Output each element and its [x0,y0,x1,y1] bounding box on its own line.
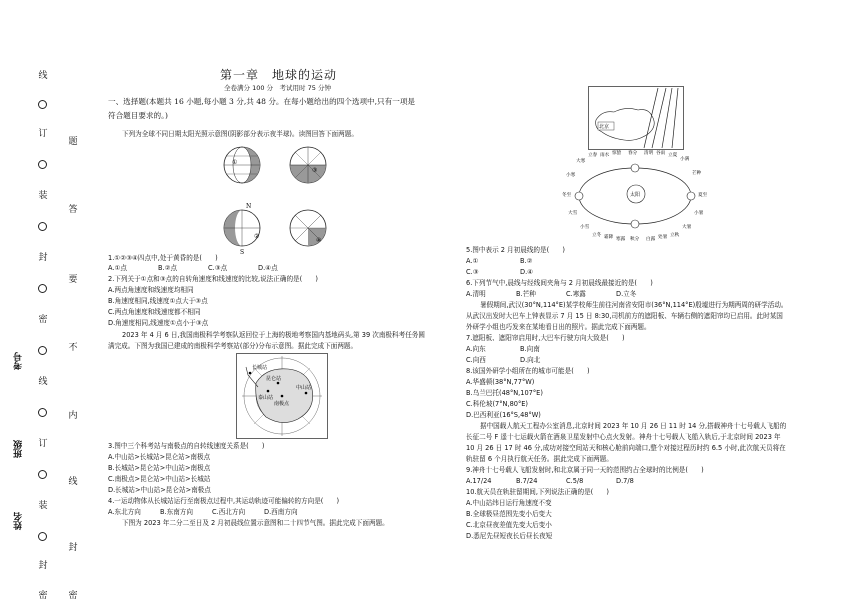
term-label: 雨水 [600,153,610,158]
term-label: 处暑 [658,235,668,240]
warning-label: 线 [68,477,78,487]
binding-hole [38,470,47,479]
binding-hole [38,532,47,541]
class-field[interactable]: 班级 [14,440,24,458]
warning-label: 不 [68,343,78,353]
term-label: 立夏 [668,153,678,158]
option[interactable]: A.两点角速度和线速度均相同 [108,286,194,294]
intro-figure1: 下列为全球不同日期太阳光照示意图(阴影部分表示夜半球)。读图回答下面两题。 [122,130,358,138]
question-3: 3.图中三个科考站与南极点的自转线速度关系是( ) [108,442,265,450]
question-5-options-2 [466,268,574,277]
binding-hole [38,100,47,109]
option[interactable]: B.乌兰巴托(48°N,107°E) [466,389,543,397]
option[interactable]: C.西北方向 [212,508,246,516]
option[interactable]: C.北京昼夜差值先变大后变小 [466,521,552,529]
binding-hole [38,160,47,169]
seal-label: 订 [38,129,48,139]
term-label: 夏至 [698,193,708,198]
option[interactable]: C.③ [466,268,479,276]
binding-hole [38,222,47,231]
option[interactable]: C.向西 [466,356,486,364]
term-label: 霜降 [604,235,614,240]
option[interactable]: D.角速度相同,线速度①点小于③点 [108,319,209,327]
term-label: 冬至 [562,193,572,198]
term-label: 惊蛰 [612,151,622,156]
question-7-options [466,345,574,354]
section-heading-cont: 符合题目要求的。) [108,111,168,120]
figure-solar-terms-orbit [560,144,710,244]
question-9-options [466,477,666,486]
seal-label: 线 [38,377,48,387]
option[interactable]: C.科伦坡(7°N,80°E) [466,400,528,408]
option[interactable]: A.清明 [466,290,486,298]
option[interactable]: A.向东 [466,345,486,353]
intro-passage-5-cont: 长征二号 F 遥十七运载火箭在酒泉卫星发射中心点火发射。神舟十七号载人飞船入轨后,于北京时间 2023 年 [466,433,781,441]
option[interactable]: C.南极点>昆仑站>中山站>长城站 [108,475,211,483]
question-4: 4.一运动物体从长城站运行至南极点过程中,其运动轨迹可能偏转的方向是( ) [108,497,340,505]
warning-label: 要 [68,275,78,285]
seal-label: 封 [38,253,48,263]
option[interactable]: A.① [466,257,479,265]
seal-label: 装 [38,191,48,201]
question-9: 9.神舟十七号载人飞船发射时,和北京属于同一天的范围约占全球时的比例是( ) [466,466,704,474]
term-label: 小暑 [694,211,704,216]
warning-label: 答 [68,205,78,215]
seal-label: 装 [38,501,48,511]
intro-passage-5-cont: 轨驻留 6 个月执行航天任务。据此完成下面两题。 [466,455,613,463]
option[interactable]: D.④ [520,268,534,276]
station-label: 泰山站 [258,395,274,401]
seal-label: 密 [38,591,48,601]
intro-figure2: 2023 年 4 月 6 日,我国南极科学考察队返回位于上海的极地考察国内基地码头,第 39 次南极科考任务圆 [122,331,425,339]
option[interactable]: D.巴西利亚(16°S,48°W) [466,411,541,419]
question-7-options-2 [466,356,574,365]
figure-label: ① [232,159,238,166]
option[interactable]: D.向北 [520,356,541,364]
option[interactable]: A.东北方向 [108,508,141,516]
option[interactable]: B.东南方向 [160,508,193,516]
figure-illumination-globes [220,142,350,268]
term-label: 小寒 [566,173,576,178]
binding-hole [38,284,47,293]
term-label: 大雪 [568,211,578,216]
figure-antarctica-map [236,353,328,439]
intro-passage-4-cont: 外研学小组也巧发来在某地看日出的照片。据此完成下面两题。 [466,323,651,331]
option[interactable]: A.中山站纬日运行角速度不变 [466,499,552,507]
figure-label: S [240,249,245,256]
figure-label: ④ [316,237,322,244]
intro-passage-4-cont: 从武汉出发时大巴车上钟表显示 7 月 15 日 8:30,司机前方的遮阳板、车辆右侧的遮阳帘均已启用。此时某国 [466,312,783,320]
option[interactable]: C.5/8 [566,477,584,485]
option[interactable]: C.两点角速度和线速度都不相同 [108,308,201,316]
station-label: 南极点 [274,401,290,407]
question-7: 7.遮阳板、遮阳帘启用时,大巴车行驶方向大致是( ) [466,334,625,342]
sun-label: 太阳 [630,192,641,198]
student-id-field[interactable]: 考号 [14,352,24,370]
station-label: 长城站 [252,365,268,371]
term-label: 立秋 [670,233,680,238]
figure-dawn-lines-map [588,86,684,150]
term-label: 秋分 [630,237,640,242]
option[interactable]: B.向南 [520,345,540,353]
binding-margin [0,0,78,608]
figure-label: ② [254,233,260,240]
option[interactable]: B.角速度相同,线速度①点大于③点 [108,297,208,305]
question-10: 10.航天员在轨驻留期间,下列说法正确的是( ) [466,488,610,496]
option[interactable]: C.③点 [208,264,228,272]
exam-subtitle: 全卷满分 100 分 考试用时 75 分钟 [224,84,331,92]
intro-passage-5-cont: 10 月 26 日 17 时 46 分,成功对接空间站天和核心舱前向端口,整个对接过程历时约 6.5 小时,此次航天员将在 [466,444,786,452]
seal-label: 订 [38,439,48,449]
option[interactable]: A.17/24 [466,477,492,485]
option[interactable]: B.全球极昼范围先变小后变大 [466,510,552,518]
question-6-options [466,290,666,299]
globe-2 [290,147,326,183]
seal-label: 封 [38,561,48,571]
option[interactable]: C.寒露 [566,290,586,298]
warning-label: 密 [68,591,78,601]
name-field[interactable]: 姓名 [14,512,24,530]
question-5: 5.图中表示 2 月初晨线的是( ) [466,246,565,254]
term-label: 立冬 [592,233,602,238]
option[interactable]: A.①点 [108,264,127,272]
intro-passage-4: 暑假期间,武汉(30°N,114°E)某学校师生前往河南省安阳市(36°N,114°E)殷墟进行为期两周的研学活动。 [480,301,788,309]
option[interactable]: D.立冬 [616,290,637,298]
option[interactable]: D.7/8 [616,477,634,485]
intro-figure3: 下图为 2023 年二分二至日及 2 月初晨线位置示意图和二十四节气图。据此完成下面两题。 [122,519,389,527]
option[interactable]: D.长城站>中山站>昆仑站>南极点 [108,486,211,494]
term-label: 白露 [646,237,656,242]
question-4-options [108,508,316,517]
option[interactable]: B.② [520,257,533,265]
term-label: 大寒 [576,159,586,164]
intro-figure2-cont: 满完成。下图为我国已建成的南极科学考察站(部分)分布示意图。据此完成下面两题。 [108,342,358,350]
seal-label: 线 [38,71,48,81]
city-label: 北京 [599,124,610,130]
term-label: 小满 [680,157,690,162]
station-label: 昆仑站 [266,376,282,382]
intro-passage-5: 据中国载人航天工程办公室消息,北京时间 2023 年 10 月 26 日 11 时 14 分,搭载神舟十七号载人飞船的 [480,422,787,430]
term-label: 寒露 [616,237,626,242]
term-label: 谷雨 [656,151,666,156]
option[interactable]: B.芒种 [516,290,536,298]
option[interactable]: D.悉尼先昼短夜长后昼长夜短 [466,532,553,540]
option[interactable]: B.7/24 [516,477,538,485]
warning-label: 封 [68,543,78,553]
figure-label: ③ [312,167,318,174]
option[interactable]: A.华盛顿(38°N,77°W) [466,378,535,386]
question-1-options [108,264,308,273]
term-label: 芒种 [692,171,702,176]
section-heading: 一、选择题(本题共 16 小题,每小题 3 分,共 48 分。在每小题给出的四个选项中,只有一项是 [108,97,416,106]
globe-1 [224,147,260,183]
binding-hole [38,346,47,355]
question-1: 1.①②③④四点中,处于黄昏的是( ) [108,254,218,262]
question-8: 8.该国外研学小组所在的城市可能是( ) [466,367,590,375]
term-label: 立春 [588,153,598,158]
term-label: 清明 [644,151,654,156]
question-5-options [466,257,574,266]
option[interactable]: B.②点 [158,264,178,272]
globe-3 [224,210,260,246]
option[interactable]: A.中山站>长城站>昆仑站>南极点 [108,453,211,461]
binding-hole [38,408,47,417]
term-label: 小雪 [580,225,590,230]
warning-label: 题 [68,137,78,147]
option[interactable]: B.长城站>昆仑站>中山站>南极点 [108,464,211,472]
station-label: 中山站 [296,385,312,391]
option[interactable]: D.④点 [258,264,278,272]
option[interactable]: D.西南方向 [264,508,298,516]
warning-label: 内 [68,411,78,421]
term-label: 大暑 [682,225,692,230]
term-label: 春分 [628,151,638,156]
question-6: 6.下列节气中,晨线与经线间夹角与 2 月初晨线最接近的是( ) [466,279,653,287]
page-title: 第一章 地球的运动 [220,68,338,82]
seal-label: 密 [38,315,48,325]
figure-label: N [246,203,252,210]
question-2: 2.下列关于①点和③点的自转角速度和线速度的比较,说法正确的是( ) [108,275,318,283]
